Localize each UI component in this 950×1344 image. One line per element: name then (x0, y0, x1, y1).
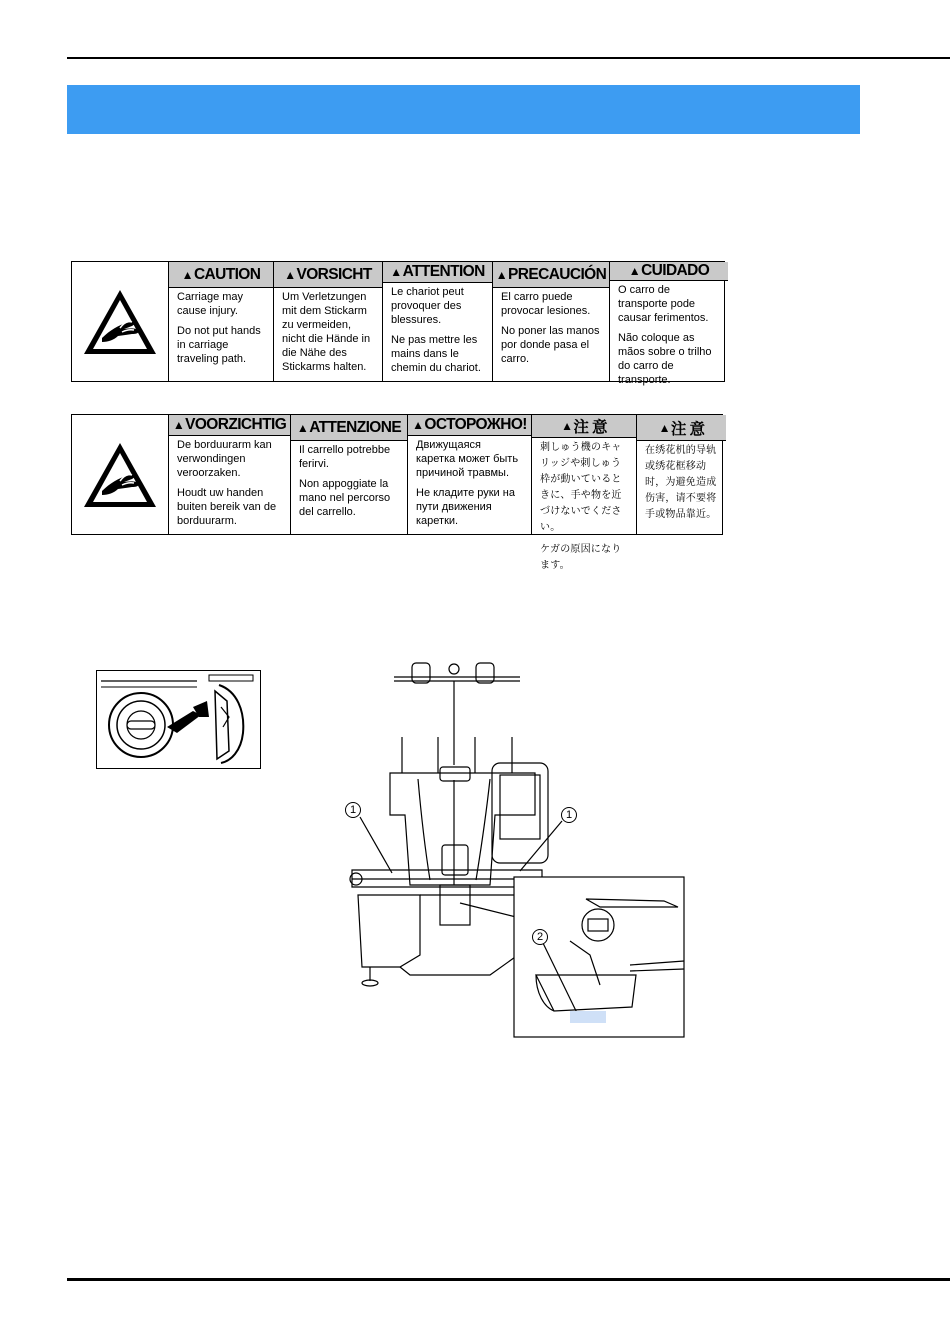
warning-body (274, 288, 382, 380)
warning-heading-text: CAUTION (193, 265, 261, 283)
warning-body (610, 281, 728, 393)
warning-triangle-icon: ▲ (390, 265, 402, 279)
warning-triangle-icon: ▲ (658, 420, 670, 435)
warning-text: Le chariot peut provoquer des blessures. (391, 286, 464, 326)
warning-heading-text: ATTENZIONE (309, 418, 402, 436)
bottom-rule (67, 1278, 950, 1281)
warning-text: 刺しゅう機のキャリッジや刺しゅう枠が動いているときに、手や物を近づけないでください。 (540, 442, 622, 533)
warning-heading-text: VOORZICHTIG (185, 416, 287, 433)
warning-heading (169, 415, 290, 436)
warning-column (274, 262, 383, 381)
warning-heading (169, 262, 273, 288)
warning-column (383, 262, 493, 381)
warning-triangle-icon: ▲ (296, 420, 309, 435)
callout-1-left: 1 (345, 802, 361, 818)
warning-column (169, 415, 291, 534)
warning-heading-text: CUIDADO (641, 262, 710, 279)
callout-2: 2 (532, 929, 548, 945)
warning-heading-text: PRECAUCIÓN (508, 265, 607, 283)
warning-heading (291, 415, 407, 441)
warning-body (532, 438, 636, 580)
warning-body (493, 288, 609, 372)
warning-text: Do not put hands in carriage traveling path. (177, 325, 261, 365)
warning-triangle-icon: ▲ (561, 419, 573, 433)
warning-text: Houdt uw handen buiten bereik van de borduurarm. (177, 487, 277, 527)
caution-label-2 (71, 414, 723, 571)
warning-body (169, 288, 273, 372)
top-rule (67, 57, 950, 59)
warning-heading (610, 262, 728, 281)
warning-body (408, 436, 531, 534)
embroidery-machine-illustration (330, 655, 690, 1040)
warning-heading (532, 415, 636, 438)
warning-heading-text: ATTENTION (402, 263, 485, 280)
warning-triangle-icon: ▲ (495, 267, 508, 282)
warning-heading (408, 415, 531, 436)
warning-body (169, 436, 290, 534)
callout-1-right: 1 (561, 807, 577, 823)
warning-text: Il carrello potrebbe ferirvi. (299, 444, 391, 470)
warning-heading (637, 415, 726, 441)
warning-triangle-icon: ▲ (628, 264, 641, 278)
warning-heading-text: VORSICHT (296, 265, 372, 283)
warning-heading (493, 262, 609, 288)
warning-heading (383, 262, 492, 283)
warning-column (291, 415, 408, 534)
warning-text: Non appoggiate la mano nel percorso del carrello. (299, 478, 391, 518)
warning-heading-text: 注 意 (670, 420, 705, 438)
warning-body (291, 441, 407, 525)
warning-text: ケガの原因になります。 (540, 544, 622, 571)
warning-heading-text: 注 意 (573, 419, 607, 436)
warning-column (532, 415, 637, 571)
section-banner (67, 85, 860, 134)
warning-heading (274, 262, 382, 288)
warning-text: Carriage may cause injury. (177, 291, 244, 317)
warning-heading-text: ОСТОРОЖНО! (424, 416, 527, 433)
warning-triangle-icon: ▲ (181, 267, 193, 282)
caution-label-1 (71, 261, 725, 386)
warning-triangle-icon: ▲ (412, 418, 424, 432)
warning-body (637, 441, 726, 529)
warning-text: Um Verletzungen mit dem Stickarm zu vermeiden, nicht die Hände in die Nähe des Stickarms halten. (282, 291, 371, 373)
hand-caution-icon (72, 262, 169, 381)
warning-column (610, 262, 728, 386)
warning-text: Ne pas mettre les mains dans le chemin du chariot. (391, 334, 481, 374)
warning-text: Не кладите руки на пути движения каретки. (416, 487, 515, 527)
warning-text: Движущаяся каретка может быть причиной травмы. (416, 439, 519, 479)
warning-triangle-icon: ▲ (172, 418, 185, 432)
warning-text: O carro de transporte pode causar ferimentos. (618, 284, 709, 324)
warning-body (383, 283, 492, 381)
hand-caution-icon (72, 415, 169, 534)
warning-column (169, 262, 274, 381)
warning-text: De borduurarm kan verwondingen veroorzaken. (177, 439, 272, 479)
warning-column (493, 262, 610, 381)
warning-text: No poner las manos por donde pasa el carro. (501, 325, 600, 365)
warning-text: 在绣花机的导轨或绣花框移动时，为避免造成伤害，请不要将手或物品靠近。 (645, 445, 717, 520)
warning-text: El carro puede provocar lesiones. (501, 291, 591, 317)
warning-column (637, 415, 726, 534)
warning-triangle-icon: ▲ (284, 267, 296, 282)
warning-column (408, 415, 532, 534)
oiling-illustration (96, 670, 261, 769)
warning-text: Não coloque as mãos sobre o trilho do carro de transporte. (618, 332, 712, 386)
